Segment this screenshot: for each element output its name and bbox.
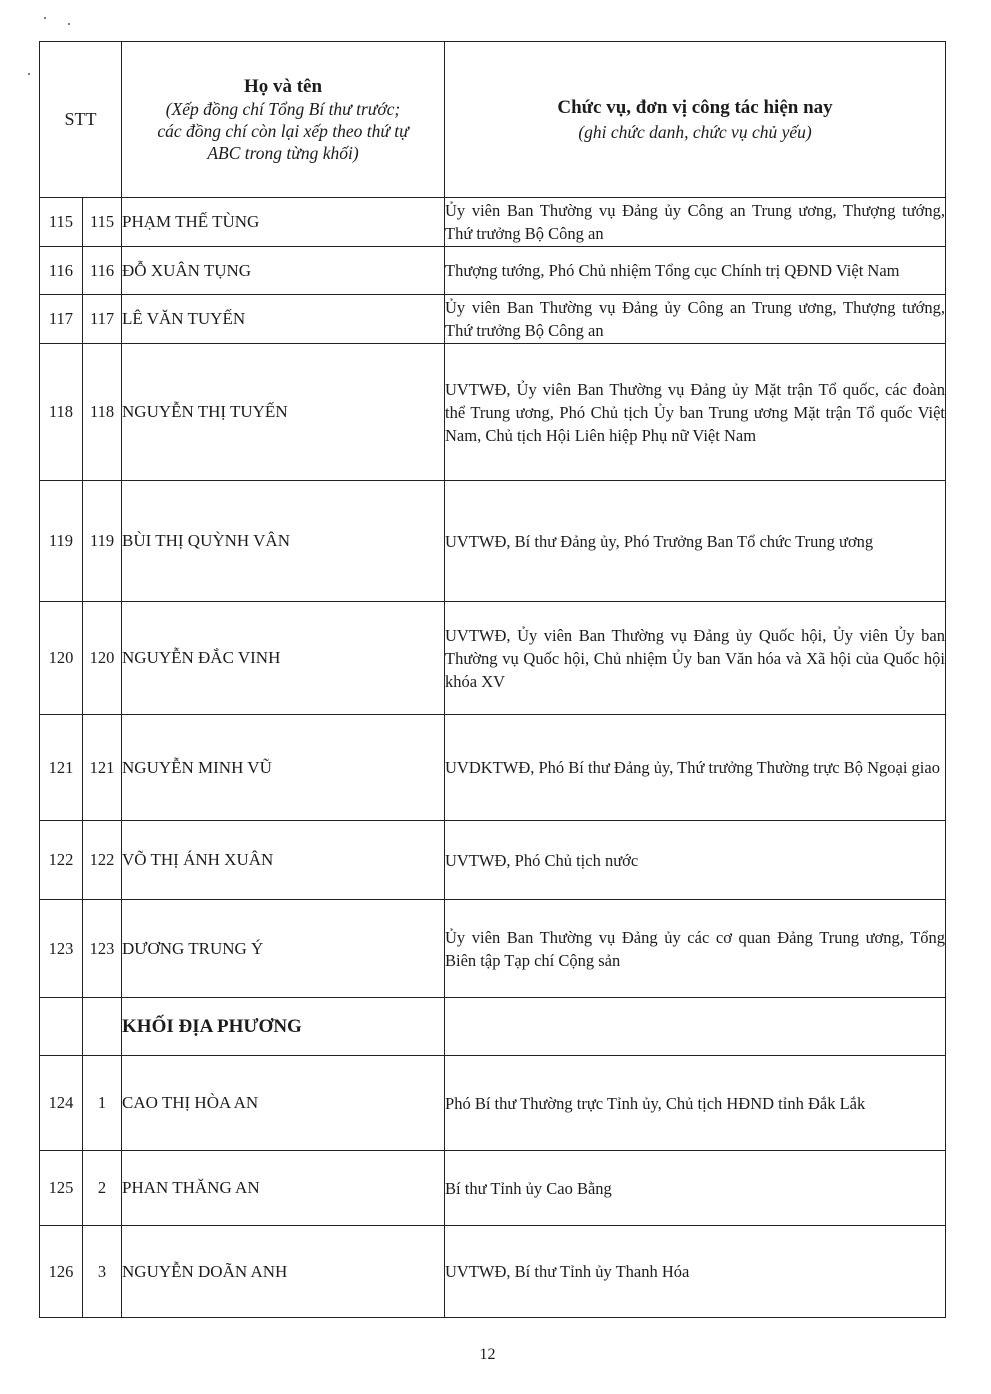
row-name: CAO THỊ HÒA AN <box>122 1056 445 1151</box>
row-position: UVTWĐ, Ủy viên Ban Thường vụ Đảng ủy Quốc hội, Ủy viên Ủy ban Thường vụ Quốc hội, Chủ nhiệm Ủy ban Văn hóa và Xã hội của Quốc hội khóa XV <box>445 602 946 715</box>
row-sub-stt: 118 <box>83 344 122 481</box>
row-name: PHẠM THẾ TÙNG <box>122 198 445 247</box>
table-row <box>40 1226 946 1318</box>
table-row <box>40 247 946 295</box>
table-row <box>40 344 946 481</box>
row-position: UVTWĐ, Bí thư Đảng ủy, Phó Trưởng Ban Tổ chức Trung ương <box>445 481 946 602</box>
row-sub-stt: 123 <box>83 900 122 998</box>
section-row <box>40 998 946 1056</box>
table-row <box>40 1151 946 1226</box>
table-row <box>40 715 946 821</box>
header-name-note-line: (Xếp đồng chí Tổng Bí thư trước; <box>165 98 401 119</box>
row-sub-stt: 3 <box>83 1226 122 1318</box>
row-name: VÕ THỊ ÁNH XUÂN <box>122 821 445 900</box>
row-stt: 124 <box>40 1056 83 1151</box>
row-stt: 118 <box>40 344 83 481</box>
table-row <box>40 602 946 715</box>
row-name: NGUYỄN MINH VŨ <box>122 715 445 821</box>
row-name: NGUYỄN THỊ TUYẾN <box>122 344 445 481</box>
row-name: PHAN THĂNG AN <box>122 1151 445 1226</box>
header-stt: STT <box>40 42 122 198</box>
row-sub-stt: 116 <box>83 247 122 295</box>
row-position: Bí thư Tỉnh ủy Cao Bằng <box>445 1151 946 1226</box>
row-sub-stt: 120 <box>83 602 122 715</box>
header-position-note: (ghi chức danh, chức vụ chủ yếu) <box>578 121 812 142</box>
row-name: NGUYỄN DOÃN ANH <box>122 1226 445 1318</box>
row-stt: 126 <box>40 1226 83 1318</box>
row-sub-stt: 2 <box>83 1151 122 1226</box>
header-name <box>122 42 445 198</box>
section-position-blank <box>445 998 946 1056</box>
section-sub-blank <box>83 998 122 1056</box>
row-sub-stt: 122 <box>83 821 122 900</box>
row-stt: 119 <box>40 481 83 602</box>
row-name: ĐỖ XUÂN TỤNG <box>122 247 445 295</box>
header-name-note-line: ABC trong từng khối) <box>207 142 359 163</box>
row-stt: 117 <box>40 295 83 344</box>
row-position: UVTWĐ, Bí thư Tỉnh ủy Thanh Hóa <box>445 1226 946 1318</box>
table-header <box>40 42 946 198</box>
row-sub-stt: 1 <box>83 1056 122 1151</box>
row-position: UVTWĐ, Ủy viên Ban Thường vụ Đảng ủy Mặt trận Tổ quốc, các đoàn thể Trung ương, Phó Chủ tịch Ủy ban Trung ương Mặt trận Tổ quốc Việt Nam, Chủ tịch Hội Liên hiệp Phụ nữ Việt Nam <box>445 344 946 481</box>
page-number: 12 <box>479 1346 496 1363</box>
row-stt: 122 <box>40 821 83 900</box>
table-row <box>40 481 946 602</box>
row-position: Ủy viên Ban Thường vụ Đảng ủy Công an Trung ương, Thượng tướng, Thứ trưởng Bộ Công an <box>445 295 946 344</box>
row-stt: 115 <box>40 198 83 247</box>
section-title: KHỐI ĐỊA PHƯƠNG <box>122 998 445 1056</box>
header-name-title: Họ và tên <box>243 75 323 97</box>
scan-speck <box>28 73 30 75</box>
header-position-title: Chức vụ, đơn vị công tác hiện nay <box>557 96 833 118</box>
header-position <box>445 42 946 198</box>
row-position: Thượng tướng, Phó Chủ nhiệm Tổng cục Chính trị QĐND Việt Nam <box>445 247 946 295</box>
delegate-table <box>39 41 946 1318</box>
row-position: Phó Bí thư Thường trực Tỉnh ủy, Chủ tịch HĐND tỉnh Đắk Lắk <box>445 1056 946 1151</box>
row-position: Ủy viên Ban Thường vụ Đảng ủy các cơ quan Đảng Trung ương, Tổng Biên tập Tạp chí Cộng sản <box>445 900 946 998</box>
header-name-note-line: các đồng chí còn lại xếp theo thứ tự <box>157 120 409 141</box>
row-name: LÊ VĂN TUYẾN <box>122 295 445 344</box>
scan-speck <box>44 17 46 19</box>
table-row <box>40 1056 946 1151</box>
section-stt-blank <box>40 998 83 1056</box>
row-stt: 120 <box>40 602 83 715</box>
row-stt: 121 <box>40 715 83 821</box>
row-stt: 123 <box>40 900 83 998</box>
row-stt: 125 <box>40 1151 83 1226</box>
row-position: UVTWĐ, Phó Chủ tịch nước <box>445 821 946 900</box>
table-row <box>40 821 946 900</box>
row-sub-stt: 121 <box>83 715 122 821</box>
scan-speck <box>68 23 70 25</box>
table-row <box>40 295 946 344</box>
table-row <box>40 900 946 998</box>
row-position: UVDKTWĐ, Phó Bí thư Đảng ủy, Thứ trưởng Thường trực Bộ Ngoại giao <box>445 715 946 821</box>
row-sub-stt: 119 <box>83 481 122 602</box>
row-name: BÙI THỊ QUỲNH VÂN <box>122 481 445 602</box>
row-stt: 116 <box>40 247 83 295</box>
row-name: NGUYỄN ĐẮC VINH <box>122 602 445 715</box>
row-sub-stt: 117 <box>83 295 122 344</box>
row-name: DƯƠNG TRUNG Ý <box>122 900 445 998</box>
row-position: Ủy viên Ban Thường vụ Đảng ủy Công an Trung ương, Thượng tướng, Thứ trưởng Bộ Công an <box>445 198 946 247</box>
table-row <box>40 198 946 247</box>
row-sub-stt: 115 <box>83 198 122 247</box>
